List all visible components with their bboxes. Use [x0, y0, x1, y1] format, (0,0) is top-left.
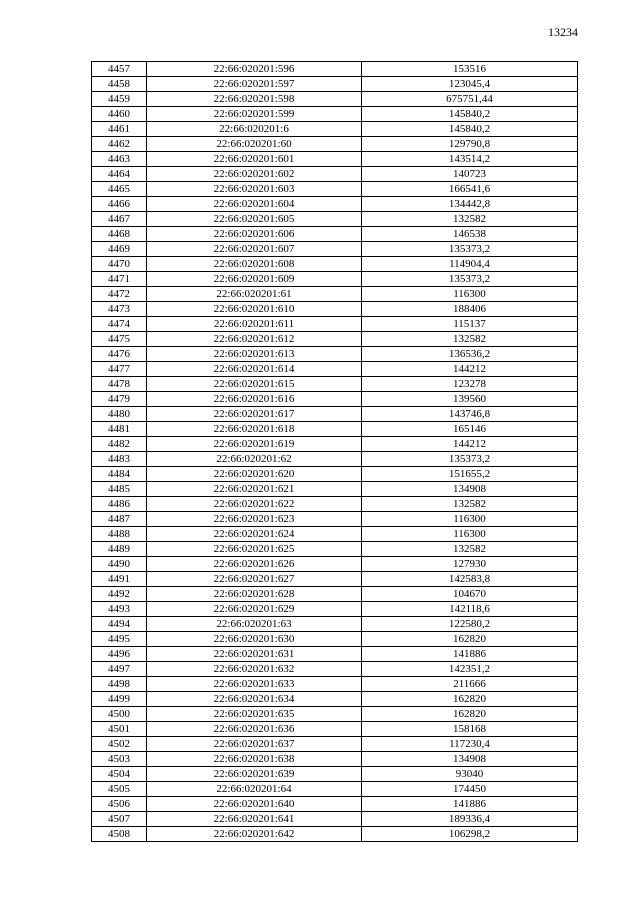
- cadastral-value-cell: 93040: [362, 767, 578, 782]
- cadastral-value-cell: 127930: [362, 557, 578, 572]
- cadastral-number-cell: 22:66:020201:640: [147, 797, 362, 812]
- cadastral-value-cell: 134442,8: [362, 197, 578, 212]
- cadastral-number-cell: 22:66:020201:635: [147, 707, 362, 722]
- cadastral-value-cell: 106298,2: [362, 827, 578, 842]
- cadastral-number-cell: 22:66:020201:609: [147, 272, 362, 287]
- cadastral-value-cell: 116300: [362, 512, 578, 527]
- cadastral-value-cell: 143746,8: [362, 407, 578, 422]
- row-number-cell: 4459: [92, 92, 147, 107]
- cadastral-value-cell: 211666: [362, 677, 578, 692]
- row-number-cell: 4484: [92, 467, 147, 482]
- cadastral-number-cell: 22:66:020201:633: [147, 677, 362, 692]
- table-row: [92, 467, 578, 482]
- row-number-cell: 4492: [92, 587, 147, 602]
- cadastral-number-cell: 22:66:020201:597: [147, 77, 362, 92]
- cadastral-number-cell: 22:66:020201:621: [147, 482, 362, 497]
- cadastral-number-cell: 22:66:020201:623: [147, 512, 362, 527]
- row-number-cell: 4495: [92, 632, 147, 647]
- table-row: [92, 287, 578, 302]
- cadastral-value-cell: 144212: [362, 437, 578, 452]
- row-number-cell: 4498: [92, 677, 147, 692]
- cadastral-number-cell: 22:66:020201:638: [147, 752, 362, 767]
- table-row: [92, 737, 578, 752]
- page-number: 13234: [548, 25, 578, 39]
- cadastral-number-cell: 22:66:020201:630: [147, 632, 362, 647]
- table-row: [92, 407, 578, 422]
- row-number-cell: 4502: [92, 737, 147, 752]
- table-row: [92, 662, 578, 677]
- cadastral-value-table: [91, 61, 578, 842]
- cadastral-value-cell: 132582: [362, 542, 578, 557]
- table-row: [92, 317, 578, 332]
- cadastral-number-cell: 22:66:020201:615: [147, 377, 362, 392]
- row-number-cell: 4462: [92, 137, 147, 152]
- row-number-cell: 4457: [92, 62, 147, 77]
- cadastral-value-cell: 117230,4: [362, 737, 578, 752]
- cadastral-value-cell: 143514,2: [362, 152, 578, 167]
- row-number-cell: 4497: [92, 662, 147, 677]
- cadastral-value-cell: 142351,2: [362, 662, 578, 677]
- row-number-cell: 4481: [92, 422, 147, 437]
- table-row: [92, 122, 578, 137]
- row-number-cell: 4473: [92, 302, 147, 317]
- cadastral-value-cell: 136536,2: [362, 347, 578, 362]
- table-row: [92, 92, 578, 107]
- row-number-cell: 4458: [92, 77, 147, 92]
- cadastral-number-cell: 22:66:020201:625: [147, 542, 362, 557]
- row-number-cell: 4483: [92, 452, 147, 467]
- table-row: [92, 197, 578, 212]
- row-number-cell: 4475: [92, 332, 147, 347]
- table-row: [92, 512, 578, 527]
- cadastral-number-cell: 22:66:020201:613: [147, 347, 362, 362]
- cadastral-number-cell: 22:66:020201:628: [147, 587, 362, 602]
- table-row: [92, 767, 578, 782]
- cadastral-number-cell: 22:66:020201:629: [147, 602, 362, 617]
- row-number-cell: 4499: [92, 692, 147, 707]
- table-row: [92, 212, 578, 227]
- row-number-cell: 4507: [92, 812, 147, 827]
- cadastral-number-cell: 22:66:020201:601: [147, 152, 362, 167]
- table-row: [92, 242, 578, 257]
- table-row: [92, 542, 578, 557]
- cadastral-value-cell: 153516: [362, 62, 578, 77]
- cadastral-value-cell: 134908: [362, 752, 578, 767]
- row-number-cell: 4490: [92, 557, 147, 572]
- table-row: [92, 257, 578, 272]
- cadastral-number-cell: 22:66:020201:6: [147, 122, 362, 137]
- cadastral-number-cell: 22:66:020201:642: [147, 827, 362, 842]
- cadastral-value-cell: 675751,44: [362, 92, 578, 107]
- cadastral-number-cell: 22:66:020201:631: [147, 647, 362, 662]
- cadastral-number-cell: 22:66:020201:62: [147, 452, 362, 467]
- cadastral-number-cell: 22:66:020201:618: [147, 422, 362, 437]
- row-number-cell: 4463: [92, 152, 147, 167]
- cadastral-number-cell: 22:66:020201:605: [147, 212, 362, 227]
- table-row: [92, 452, 578, 467]
- row-number-cell: 4488: [92, 527, 147, 542]
- table-row: [92, 152, 578, 167]
- table-row: [92, 167, 578, 182]
- cadastral-value-cell: 145840,2: [362, 122, 578, 137]
- cadastral-value-cell: 146538: [362, 227, 578, 242]
- cadastral-value-cell: 174450: [362, 782, 578, 797]
- row-number-cell: 4472: [92, 287, 147, 302]
- cadastral-number-cell: 22:66:020201:639: [147, 767, 362, 782]
- cadastral-value-cell: 151655,2: [362, 467, 578, 482]
- row-number-cell: 4460: [92, 107, 147, 122]
- row-number-cell: 4494: [92, 617, 147, 632]
- cadastral-number-cell: 22:66:020201:599: [147, 107, 362, 122]
- cadastral-number-cell: 22:66:020201:632: [147, 662, 362, 677]
- row-number-cell: 4501: [92, 722, 147, 737]
- table-row: [92, 422, 578, 437]
- cadastral-value-cell: 116300: [362, 287, 578, 302]
- row-number-cell: 4468: [92, 227, 147, 242]
- cadastral-value-cell: 132582: [362, 497, 578, 512]
- table-body: [92, 62, 578, 842]
- cadastral-number-cell: 22:66:020201:606: [147, 227, 362, 242]
- row-number-cell: 4476: [92, 347, 147, 362]
- table-row: [92, 557, 578, 572]
- cadastral-number-cell: 22:66:020201:610: [147, 302, 362, 317]
- table-row: [92, 227, 578, 242]
- cadastral-number-cell: 22:66:020201:626: [147, 557, 362, 572]
- cadastral-value-cell: 162820: [362, 707, 578, 722]
- row-number-cell: 4504: [92, 767, 147, 782]
- table-row: [92, 332, 578, 347]
- cadastral-value-cell: 162820: [362, 692, 578, 707]
- row-number-cell: 4466: [92, 197, 147, 212]
- table-row: [92, 272, 578, 287]
- table-row: [92, 647, 578, 662]
- row-number-cell: 4478: [92, 377, 147, 392]
- table-row: [92, 437, 578, 452]
- table-row: [92, 587, 578, 602]
- cadastral-value-cell: 115137: [362, 317, 578, 332]
- cadastral-number-cell: 22:66:020201:614: [147, 362, 362, 377]
- cadastral-number-cell: 22:66:020201:634: [147, 692, 362, 707]
- table-row: [92, 677, 578, 692]
- cadastral-value-cell: 165146: [362, 422, 578, 437]
- row-number-cell: 4469: [92, 242, 147, 257]
- row-number-cell: 4461: [92, 122, 147, 137]
- cadastral-number-cell: 22:66:020201:636: [147, 722, 362, 737]
- table-row: [92, 797, 578, 812]
- cadastral-number-cell: 22:66:020201:603: [147, 182, 362, 197]
- table-row: [92, 722, 578, 737]
- cadastral-number-cell: 22:66:020201:612: [147, 332, 362, 347]
- table-row: [92, 572, 578, 587]
- row-number-cell: 4508: [92, 827, 147, 842]
- cadastral-value-cell: 114904,4: [362, 257, 578, 272]
- table-row: [92, 827, 578, 842]
- cadastral-number-cell: 22:66:020201:620: [147, 467, 362, 482]
- cadastral-value-cell: 123278: [362, 377, 578, 392]
- cadastral-value-cell: 188406: [362, 302, 578, 317]
- table-row: [92, 752, 578, 767]
- cadastral-value-cell: 142118,6: [362, 602, 578, 617]
- row-number-cell: 4480: [92, 407, 147, 422]
- row-number-cell: 4477: [92, 362, 147, 377]
- table-row: [92, 377, 578, 392]
- cadastral-number-cell: 22:66:020201:616: [147, 392, 362, 407]
- cadastral-number-cell: 22:66:020201:608: [147, 257, 362, 272]
- cadastral-value-cell: 122580,2: [362, 617, 578, 632]
- cadastral-value-cell: 135373,2: [362, 452, 578, 467]
- cadastral-value-cell: 145840,2: [362, 107, 578, 122]
- row-number-cell: 4470: [92, 257, 147, 272]
- row-number-cell: 4493: [92, 602, 147, 617]
- table-row: [92, 482, 578, 497]
- table-row: [92, 302, 578, 317]
- table-row: [92, 347, 578, 362]
- row-number-cell: 4467: [92, 212, 147, 227]
- cadastral-number-cell: 22:66:020201:604: [147, 197, 362, 212]
- row-number-cell: 4471: [92, 272, 147, 287]
- cadastral-number-cell: 22:66:020201:61: [147, 287, 362, 302]
- cadastral-number-cell: 22:66:020201:63: [147, 617, 362, 632]
- table-row: [92, 617, 578, 632]
- row-number-cell: 4474: [92, 317, 147, 332]
- table-row: [92, 392, 578, 407]
- cadastral-number-cell: 22:66:020201:624: [147, 527, 362, 542]
- row-number-cell: 4506: [92, 797, 147, 812]
- cadastral-number-cell: 22:66:020201:611: [147, 317, 362, 332]
- table-row: [92, 362, 578, 377]
- cadastral-number-cell: 22:66:020201:598: [147, 92, 362, 107]
- cadastral-number-cell: 22:66:020201:64: [147, 782, 362, 797]
- table-row: [92, 497, 578, 512]
- cadastral-value-cell: 135373,2: [362, 242, 578, 257]
- table-row: [92, 527, 578, 542]
- table-row: [92, 692, 578, 707]
- row-number-cell: 4465: [92, 182, 147, 197]
- cadastral-number-cell: 22:66:020201:60: [147, 137, 362, 152]
- row-number-cell: 4479: [92, 392, 147, 407]
- cadastral-value-cell: 123045,4: [362, 77, 578, 92]
- table-row: [92, 137, 578, 152]
- cadastral-number-cell: 22:66:020201:619: [147, 437, 362, 452]
- cadastral-number-cell: 22:66:020201:622: [147, 497, 362, 512]
- cadastral-number-cell: 22:66:020201:641: [147, 812, 362, 827]
- table-row: [92, 602, 578, 617]
- row-number-cell: 4487: [92, 512, 147, 527]
- row-number-cell: 4482: [92, 437, 147, 452]
- table-row: [92, 62, 578, 77]
- cadastral-value-cell: 141886: [362, 797, 578, 812]
- row-number-cell: 4505: [92, 782, 147, 797]
- cadastral-number-cell: 22:66:020201:596: [147, 62, 362, 77]
- cadastral-value-cell: 189336,4: [362, 812, 578, 827]
- cadastral-value-cell: 129790,8: [362, 137, 578, 152]
- cadastral-value-cell: 140723: [362, 167, 578, 182]
- row-number-cell: 4503: [92, 752, 147, 767]
- cadastral-value-cell: 116300: [362, 527, 578, 542]
- cadastral-value-cell: 135373,2: [362, 272, 578, 287]
- row-number-cell: 4486: [92, 497, 147, 512]
- row-number-cell: 4500: [92, 707, 147, 722]
- cadastral-value-cell: 166541,6: [362, 182, 578, 197]
- cadastral-number-cell: 22:66:020201:602: [147, 167, 362, 182]
- row-number-cell: 4464: [92, 167, 147, 182]
- table-row: [92, 182, 578, 197]
- cadastral-number-cell: 22:66:020201:617: [147, 407, 362, 422]
- cadastral-value-cell: 141886: [362, 647, 578, 662]
- cadastral-value-cell: 139560: [362, 392, 578, 407]
- cadastral-value-cell: 142583,8: [362, 572, 578, 587]
- cadastral-value-cell: 158168: [362, 722, 578, 737]
- cadastral-number-cell: 22:66:020201:607: [147, 242, 362, 257]
- cadastral-value-cell: 104670: [362, 587, 578, 602]
- table-row: [92, 812, 578, 827]
- row-number-cell: 4489: [92, 542, 147, 557]
- table-row: [92, 707, 578, 722]
- row-number-cell: 4491: [92, 572, 147, 587]
- table-row: [92, 632, 578, 647]
- row-number-cell: 4485: [92, 482, 147, 497]
- cadastral-number-cell: 22:66:020201:627: [147, 572, 362, 587]
- cadastral-value-cell: 144212: [362, 362, 578, 377]
- cadastral-value-cell: 162820: [362, 632, 578, 647]
- table-row: [92, 782, 578, 797]
- table-row: [92, 107, 578, 122]
- cadastral-value-cell: 134908: [362, 482, 578, 497]
- cadastral-value-cell: 132582: [362, 212, 578, 227]
- table-row: [92, 77, 578, 92]
- cadastral-value-cell: 132582: [362, 332, 578, 347]
- cadastral-number-cell: 22:66:020201:637: [147, 737, 362, 752]
- row-number-cell: 4496: [92, 647, 147, 662]
